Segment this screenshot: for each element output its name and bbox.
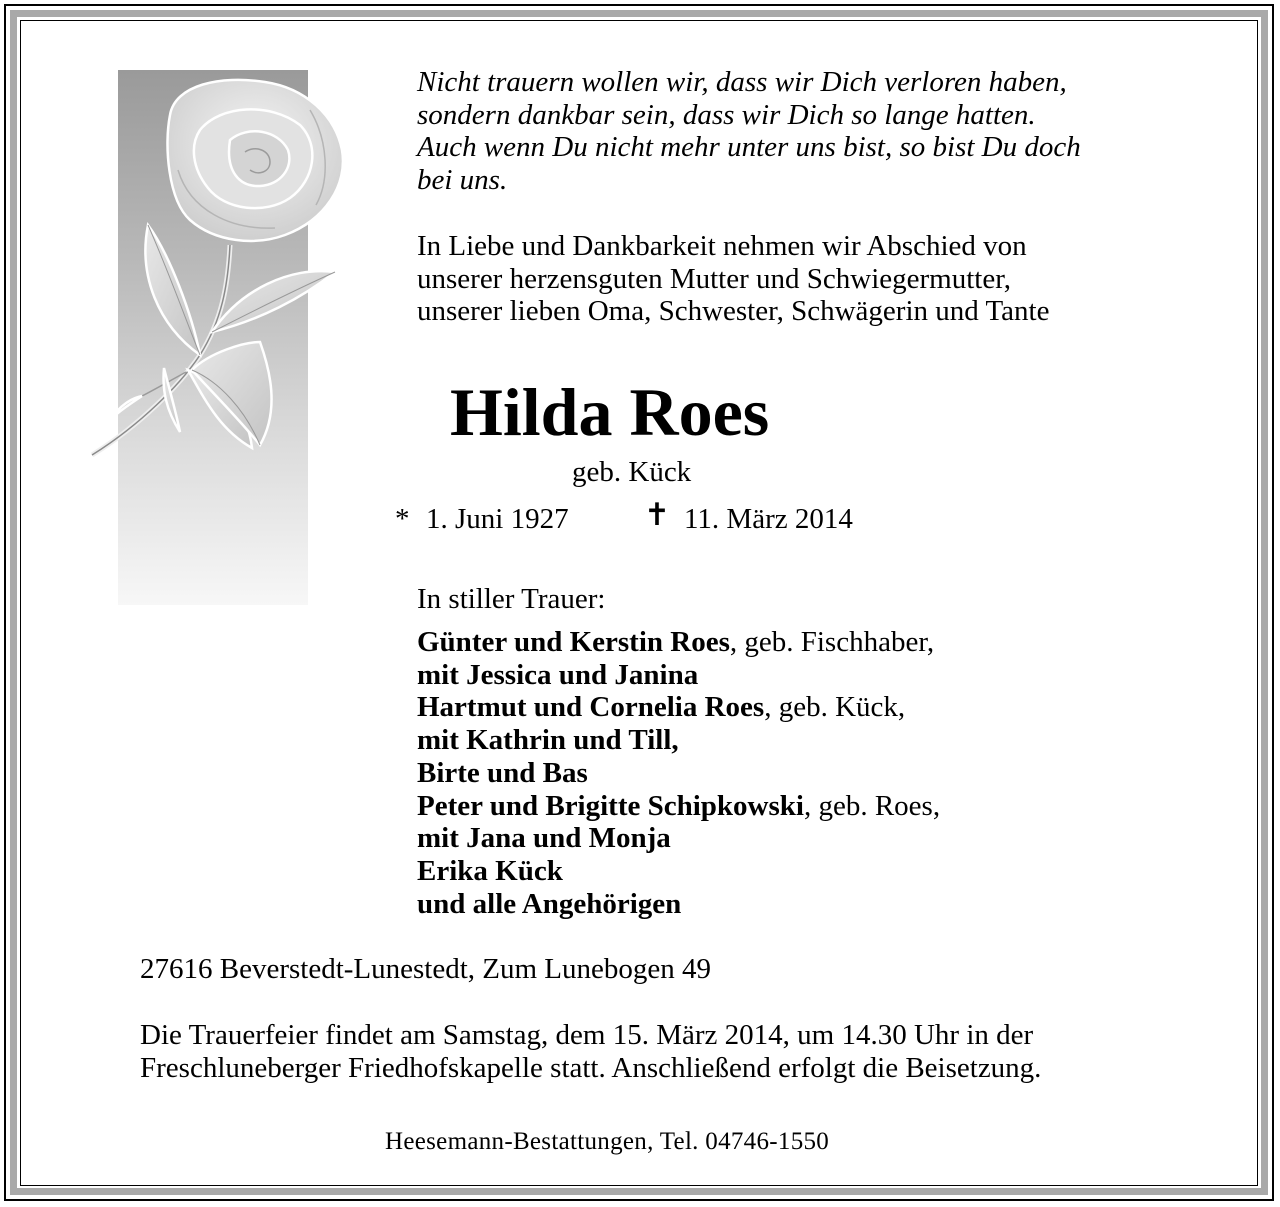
list-item: Günter und Kerstin Roes, geb. Fischhaber,: [417, 626, 935, 658]
list-item: Erika Kück: [417, 854, 563, 887]
rose-icon: [80, 70, 370, 605]
list-item: Birte und Bas: [417, 756, 588, 789]
list-item: mit Kathrin und Till,: [417, 724, 679, 757]
deceased-name: Hilda Roes: [450, 374, 770, 450]
poem: Nicht trauern wollen wir, dass wir Dich verloren haben, sondern dankbar sein, dass wir Dich so lange hatten. Auch wenn Du nicht mehr unter uns bist, so bist Du doch bei uns.: [417, 66, 1081, 196]
address: 27616 Beverstedt-Lunestedt, Zum Lunebogen 49: [140, 953, 712, 985]
list-item: Hartmut und Cornelia Roes, geb. Kück,: [417, 691, 906, 724]
list-item: mit Jana und Monja: [417, 822, 671, 855]
mourning-label: In stiller Trauer:: [417, 583, 606, 615]
list-item: Peter und Brigitte Schipkowski, geb. Roes,: [417, 789, 941, 822]
birth-star-icon: *: [395, 503, 410, 535]
funeral-service-info: Die Trauerfeier findet am Samstag, dem 15. März 2014, um 14.30 Uhr in der Freschluneberger Friedhofskapelle statt. Anschließend erfolgt die Beisetzung.: [140, 1019, 1042, 1084]
list-item: und alle Angehörigen: [417, 887, 682, 920]
death-cross-icon: ✝: [644, 497, 670, 532]
list-item: mit Jessica und Janina: [417, 658, 699, 691]
death-date: 11. März 2014: [684, 503, 853, 535]
birth-date: 1. Juni 1927: [426, 503, 569, 535]
undertaker-contact: Heesemann-Bestattungen, Tel. 04746-1550: [385, 1128, 830, 1155]
rose-illustration: [80, 70, 370, 605]
farewell-intro: In Liebe und Dankbarkeit nehmen wir Abschied von unserer herzensguten Mutter und Schwiegermutter, unserer lieben Oma, Schwester, Schwägerin und Tante: [417, 230, 1050, 327]
maiden-name: geb. Kück: [572, 456, 692, 488]
mourners-list: [417, 626, 940, 920]
